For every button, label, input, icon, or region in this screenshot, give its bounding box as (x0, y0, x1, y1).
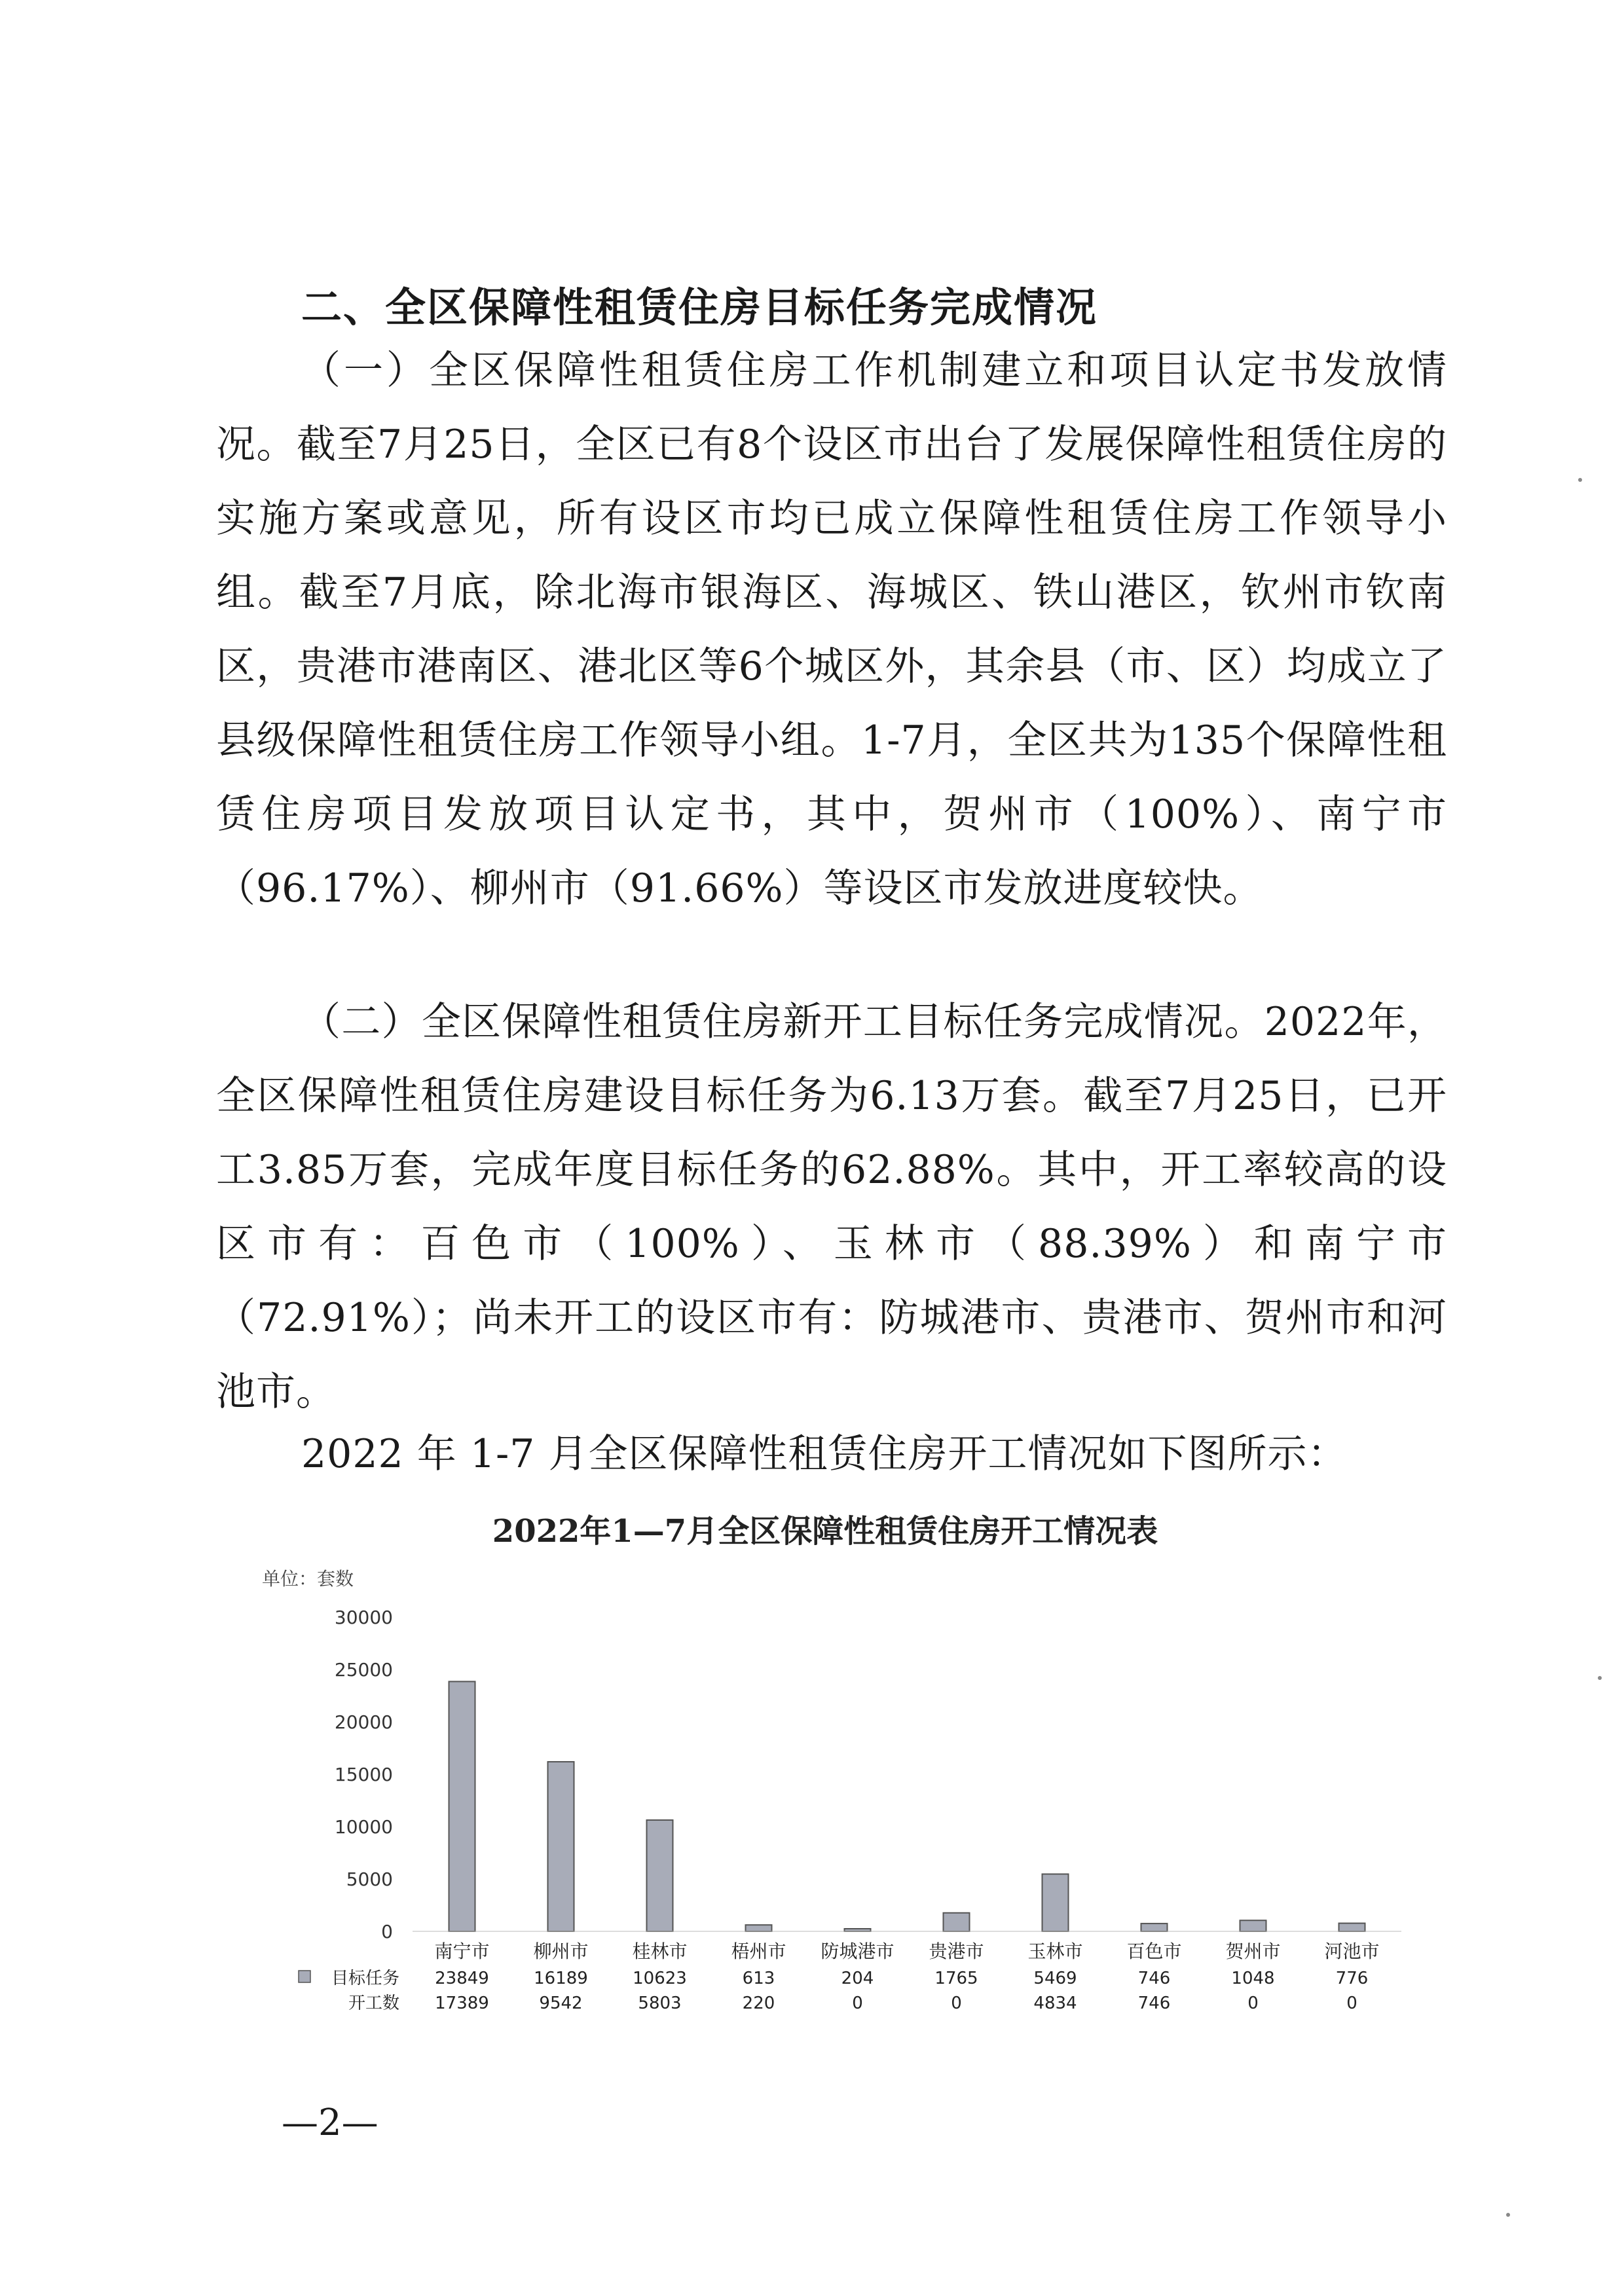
table-value-target: 776 (1335, 1969, 1369, 1988)
category-label: 南宁市 (434, 1941, 490, 1962)
table-row-label-started: 开工数 (348, 1994, 399, 2010)
category-label: 桂林市 (632, 1941, 688, 1962)
category-label: 贵港市 (929, 1941, 984, 1962)
table-value-started: 0 (1247, 1994, 1259, 2010)
paragraph-chart-intro: 2022 年 1-7 月全区保障性租赁住房开工情况如下图所示： (301, 1431, 1348, 1477)
category-label: 贺州市 (1225, 1941, 1281, 1962)
bar-target-4 (845, 1929, 871, 1931)
category-label: 玉林市 (1027, 1941, 1083, 1962)
bar-target-5 (944, 1913, 970, 1931)
bar-chart (249, 1591, 1401, 2010)
table-value-target: 5469 (1033, 1969, 1077, 1988)
y-tick-label: 5000 (346, 1868, 393, 1890)
table-value-started: 220 (742, 1994, 775, 2010)
bar-target-7 (1141, 1923, 1168, 1931)
bar-target-9 (1339, 1923, 1365, 1931)
category-label: 河池市 (1324, 1941, 1380, 1962)
scan-speck (1506, 2213, 1510, 2217)
page-number: —2— (282, 2102, 378, 2144)
chart-title: 2022年1—7月全区保障性租赁住房开工情况表 (492, 1513, 1158, 1550)
bar-target-8 (1240, 1920, 1266, 1931)
table-value-target: 1048 (1231, 1969, 1275, 1988)
chart-unit-label: 单位：套数 (262, 1568, 354, 1590)
table-value-started: 746 (1137, 1994, 1171, 2010)
table-value-started: 0 (852, 1994, 863, 2010)
table-value-target: 1765 (934, 1969, 978, 1988)
bar-target-3 (746, 1925, 772, 1931)
chart-container (249, 1486, 1401, 2010)
y-tick-label: 30000 (334, 1607, 393, 1628)
table-value-target: 746 (1137, 1969, 1171, 1988)
bar-target-1 (548, 1762, 574, 1931)
table-value-target: 10623 (633, 1969, 687, 1988)
category-label: 百色市 (1126, 1941, 1182, 1962)
y-tick-label: 15000 (334, 1764, 393, 1785)
table-value-target: 23849 (435, 1969, 489, 1988)
table-row-label-target: 目标任务 (331, 1969, 399, 1988)
y-tick-label: 20000 (334, 1711, 393, 1733)
y-tick-label: 0 (381, 1921, 393, 1942)
table-value-started: 5803 (638, 1994, 682, 2010)
table-value-target: 613 (742, 1969, 775, 1988)
scan-speck (1598, 1676, 1602, 1680)
category-label: 柳州市 (533, 1941, 589, 1962)
bar-target-6 (1043, 1874, 1069, 1931)
section-heading: 二、全区保障性租赁住房目标任务完成情况 (301, 283, 1098, 331)
category-label: 防城港市 (821, 1941, 895, 1962)
table-value-started: 0 (951, 1994, 962, 2010)
table-value-started: 0 (1346, 1994, 1357, 2010)
table-value-started: 4834 (1033, 1994, 1077, 2010)
table-value-target: 16189 (534, 1969, 588, 1988)
table-value-target: 204 (841, 1969, 874, 1988)
y-tick-label: 25000 (334, 1659, 393, 1681)
scan-speck (1578, 478, 1582, 482)
legend-swatch (299, 1971, 310, 1982)
paragraph-construction: （二）全区保障性租赁住房新开工目标任务完成情况。2022年，全区保障性租赁住房建设目标任务为6.13万套。截至7月25日，已开工3.85万套，完成年度目标任务的62.88%。其中，开工率较高的设区市有：百色市（100%）、玉林市（88.39%）和南宁市（72.91%）；尚未开工的设区市有：防城港市、贵港市、贺州市和河池市。 (216, 999, 1447, 1415)
bar-target-2 (647, 1820, 673, 1931)
bar-target-0 (449, 1681, 475, 1931)
category-label: 梧州市 (731, 1941, 786, 1962)
table-value-started: 17389 (435, 1994, 489, 2010)
table-value-started: 9542 (539, 1994, 583, 2010)
paragraph-mechanism: （一）全区保障性租赁住房工作机制建立和项目认定书发放情况。截至7月25日，全区已有8个设区市出台了发展保障性租赁住房的实施方案或意见，所有设区市均已成立保障性租赁住房工作领导小组。截至7月底，除北海市银海区、海城区、铁山港区，钦州市钦南区，贵港市港南区、港北区等6个城区外，其余县（市、区）均成立了县级保障性租赁住房工作领导小组。1-7月，全区共为135个保障性租赁住房项目发放项目认定书，其中，贺州市（100%）、南宁市（96.17%）、柳州市（91.66%）等设区市发放进度较快。 (216, 348, 1447, 911)
y-tick-label: 10000 (334, 1816, 393, 1838)
